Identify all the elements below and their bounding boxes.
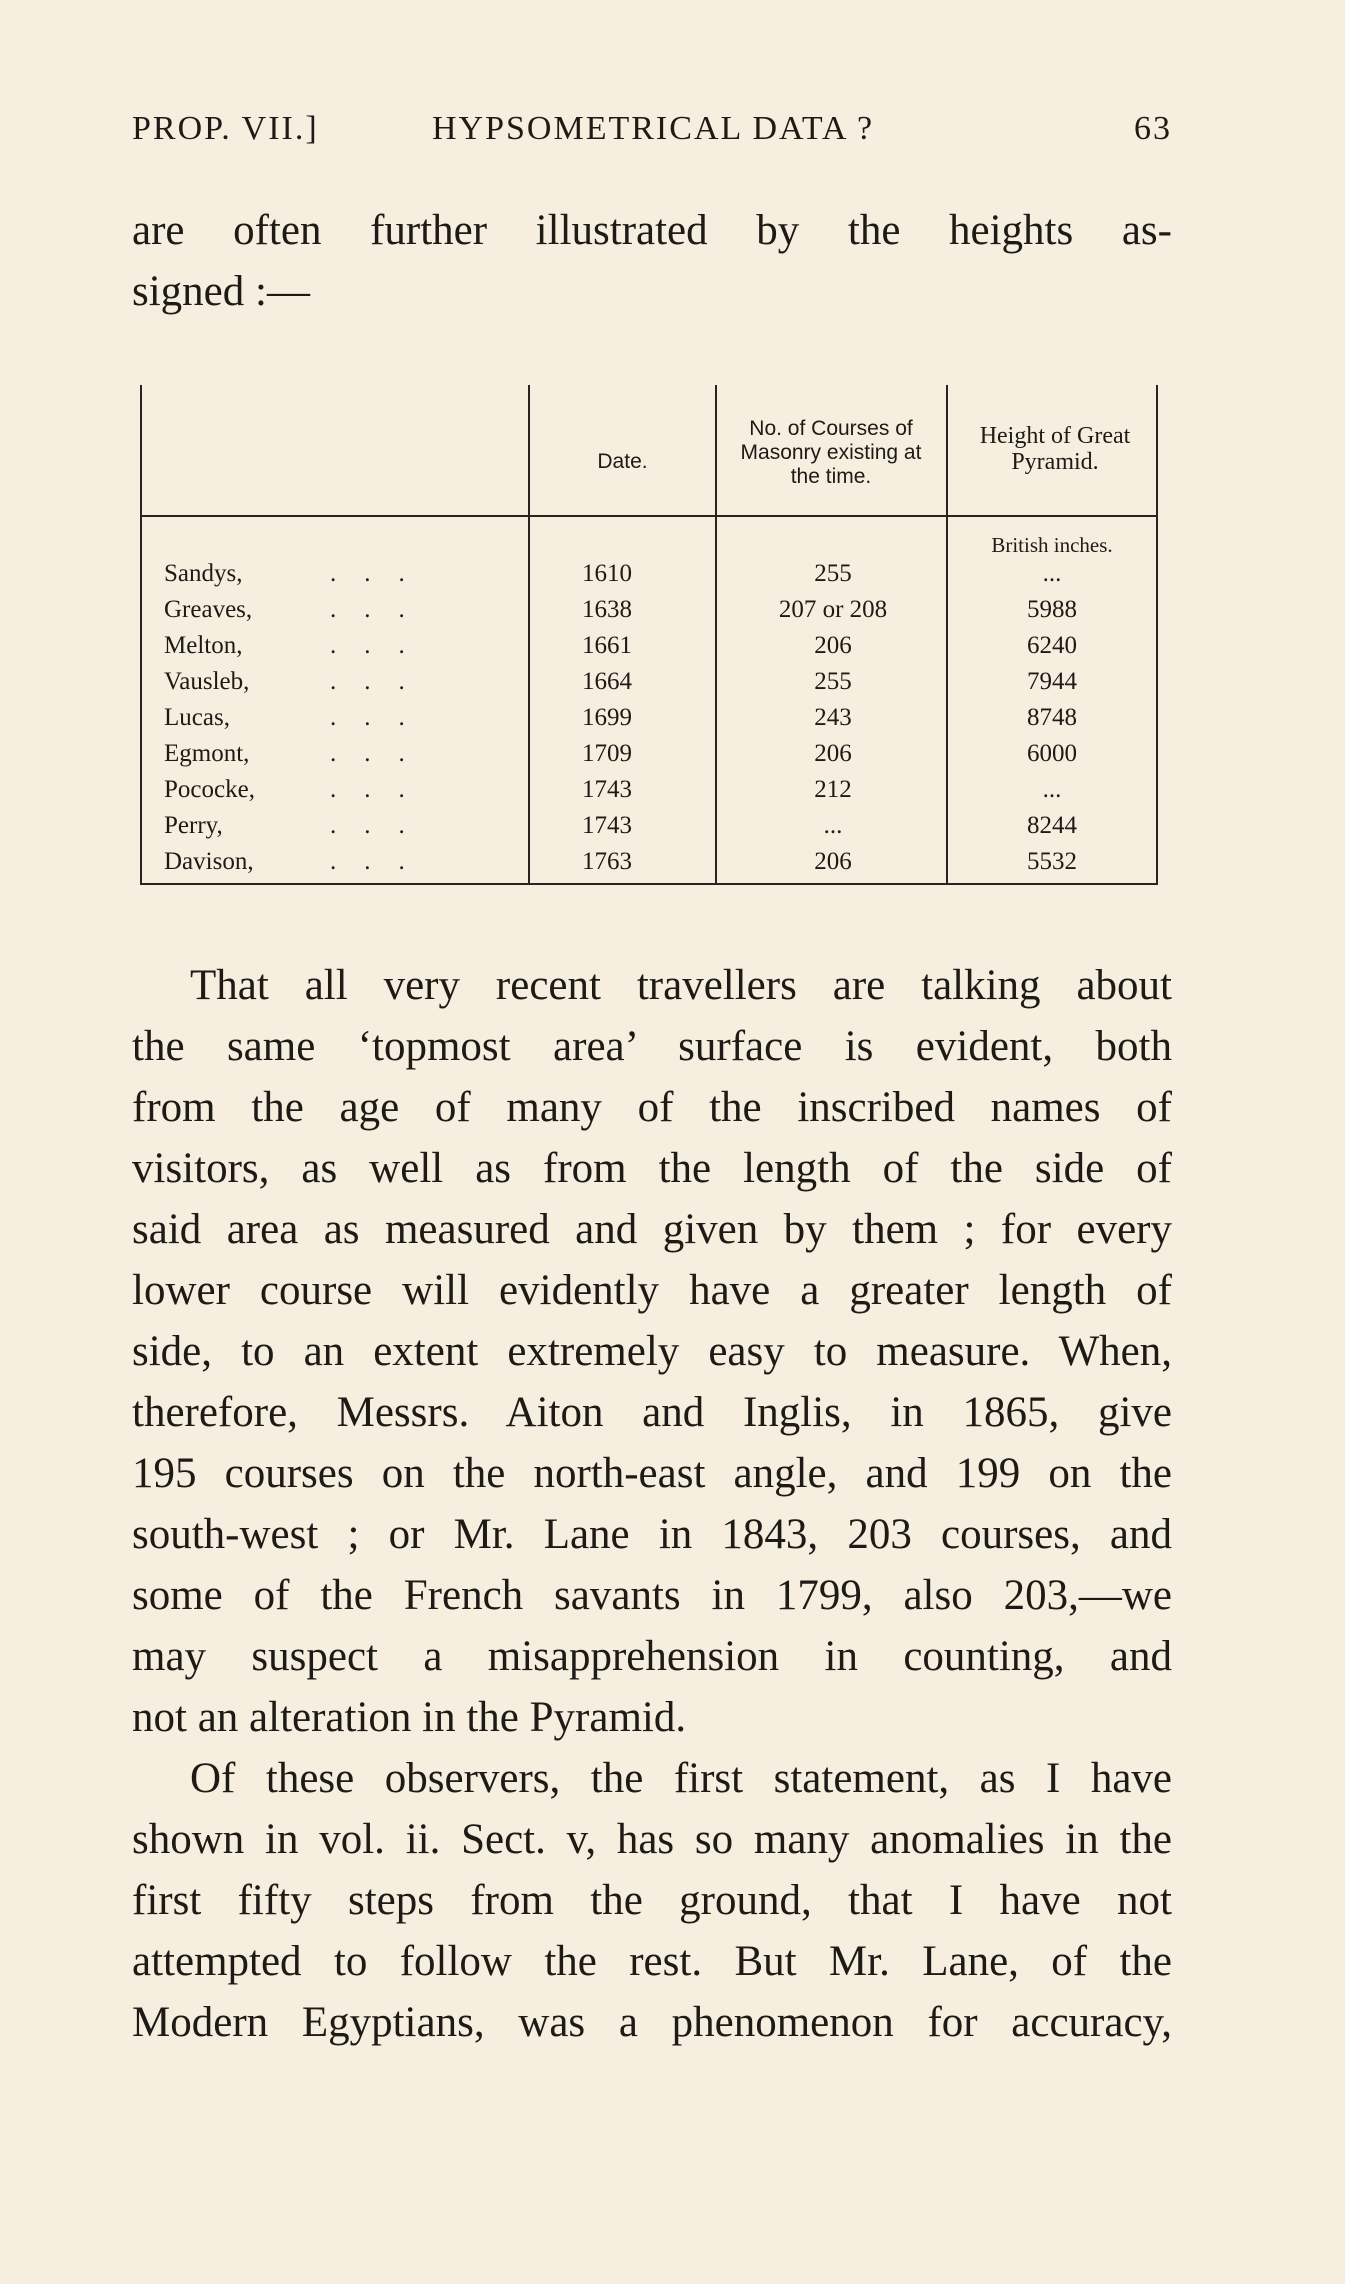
observation-date: 1638 — [582, 596, 632, 623]
units-label: British inches. — [991, 533, 1113, 557]
course-count: ... — [823, 812, 843, 839]
pyramid-height: 5532 — [1027, 848, 1077, 875]
text-line: some of the French savants in 1799, also 203,—we — [132, 1572, 1172, 1619]
table-row — [140, 596, 1158, 632]
header-rule — [142, 515, 1156, 517]
observation-date: 1763 — [582, 848, 632, 875]
text-line: lower course will evidently have a greater length of — [132, 1267, 1172, 1314]
observer-name: Perry, — [164, 812, 223, 839]
column-header-height: Height of Great Pyramid. — [979, 423, 1131, 475]
table-row — [140, 740, 1158, 776]
table-row — [140, 812, 1158, 848]
observation-date: 1699 — [582, 704, 632, 731]
text-line: may suspect a misapprehension in counting, and — [132, 1633, 1172, 1680]
course-count: 206 — [814, 848, 852, 875]
text-line: not an alteration in the Pyramid. — [132, 1694, 687, 1741]
text-line: signed :— — [132, 268, 310, 315]
table-row — [140, 848, 1158, 884]
observer-name: Pococke, — [164, 776, 255, 803]
pyramid-height: 6000 — [1027, 740, 1077, 767]
pyramid-height: 7944 — [1027, 668, 1077, 695]
observer-name: Greaves, — [164, 596, 253, 623]
table-row — [140, 704, 1158, 740]
pyramid-height: ... — [1042, 776, 1062, 803]
leader-dots: ... — [330, 632, 433, 659]
text-line: That all very recent travellers are talking about — [190, 962, 1172, 1009]
observation-date: 1743 — [582, 776, 632, 803]
heights-table — [140, 385, 1158, 885]
pyramid-height: 8748 — [1027, 704, 1077, 731]
text-line: visitors, as well as from the length of the side of — [132, 1145, 1172, 1192]
observer-name: Davison, — [164, 848, 254, 875]
header-section-label: PROP. VII.] — [132, 110, 319, 147]
pyramid-height: 8244 — [1027, 812, 1077, 839]
course-count: 206 — [814, 740, 852, 767]
course-count: 255 — [814, 668, 852, 695]
text-line: Modern Egyptians, was a phenomenon for accuracy, — [132, 1999, 1172, 2046]
observer-name: Vausleb, — [164, 668, 250, 695]
text-line: are often further illustrated by the heights as- — [132, 207, 1172, 254]
observer-name: Melton, — [164, 632, 243, 659]
leader-dots: ... — [330, 812, 433, 839]
leader-dots: ... — [330, 560, 433, 587]
text-line: first fifty steps from the ground, that I have not — [132, 1877, 1172, 1924]
observation-date: 1661 — [582, 632, 632, 659]
text-line: the same ‘topmost area’ surface is evident, both — [132, 1023, 1172, 1070]
table-row — [140, 668, 1158, 704]
paragraph-travellers — [132, 955, 1172, 1748]
pyramid-height: 5988 — [1027, 596, 1077, 623]
table-row — [140, 632, 1158, 668]
pyramid-height: 6240 — [1027, 632, 1077, 659]
leader-dots: ... — [330, 704, 433, 731]
text-line: 195 courses on the north-east angle, and 199 on the — [132, 1450, 1172, 1497]
observation-date: 1709 — [582, 740, 632, 767]
page-number: 63 — [1134, 110, 1172, 147]
observer-name: Sandys, — [164, 560, 243, 587]
text-line: Of these observers, the first statement, as I have — [190, 1755, 1172, 1802]
pyramid-height: ... — [1042, 560, 1062, 587]
course-count: 212 — [814, 776, 852, 803]
text-line: from the age of many of the inscribed names of — [132, 1084, 1172, 1131]
text-line: said area as measured and given by them ; for every — [132, 1206, 1172, 1253]
column-header-date: Date. — [597, 450, 648, 473]
text-line: attempted to follow the rest. But Mr. Lane, of the — [132, 1938, 1172, 1985]
leader-dots: ... — [330, 848, 433, 875]
course-count: 255 — [814, 560, 852, 587]
course-count: 206 — [814, 632, 852, 659]
observation-date: 1664 — [582, 668, 632, 695]
column-header-courses: No. of Courses of Masonry existing at the time. — [740, 417, 922, 488]
running-header — [132, 110, 1172, 160]
text-line: therefore, Messrs. Aiton and Inglis, in 1865, give — [132, 1389, 1172, 1436]
observer-name: Lucas, — [164, 704, 230, 731]
table-row — [140, 560, 1158, 596]
course-count: 243 — [814, 704, 852, 731]
observation-date: 1743 — [582, 812, 632, 839]
paragraph-observers — [132, 1748, 1172, 2053]
text-line: side, to an extent extremely easy to measure. When, — [132, 1328, 1172, 1375]
text-line: south-west ; or Mr. Lane in 1843, 203 courses, and — [132, 1511, 1172, 1558]
course-count: 207 or 208 — [778, 596, 888, 623]
leader-dots: ... — [330, 668, 433, 695]
table-row — [140, 776, 1158, 812]
header-title: HYPSOMETRICAL DATA ? — [432, 110, 875, 147]
observation-date: 1610 — [582, 560, 632, 587]
leader-dots: ... — [330, 740, 433, 767]
text-line: shown in vol. ii. Sect. v, has so many anomalies in the — [132, 1816, 1172, 1863]
leader-dots: ... — [330, 776, 433, 803]
observer-name: Egmont, — [164, 740, 250, 767]
intro-paragraph — [132, 200, 1172, 322]
leader-dots: ... — [330, 596, 433, 623]
